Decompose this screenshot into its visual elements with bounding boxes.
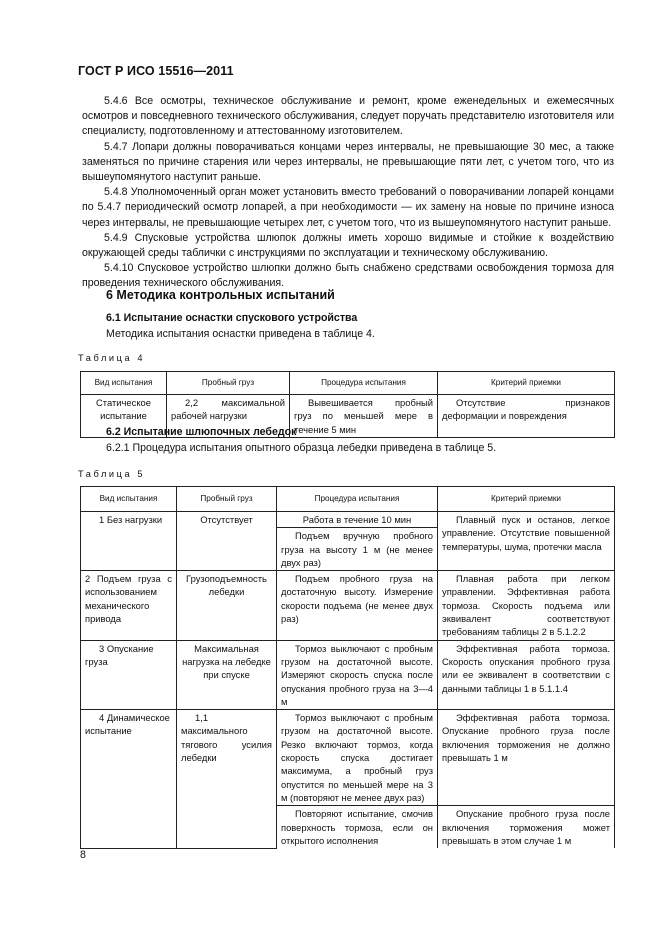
table-5 — [80, 486, 615, 849]
section-6-title: 6 Методика контрольных испытаний — [106, 288, 335, 302]
table-4-caption: Таблица 4 — [78, 353, 146, 363]
table-cell: Отсутствие признаков деформации и повреждения — [438, 395, 615, 438]
document-header: ГОСТ Р ИСО 15516—2011 — [78, 64, 234, 78]
paragraph-5-4-10: 5.4.10 Спусковое устройство шлюпки должно быть снабжено средствами освобождения тормоза для проведения технического обслуживания. — [82, 262, 614, 290]
table-5-header: Критерий приемки — [438, 487, 615, 512]
table-row — [81, 571, 615, 640]
table-5-header: Пробный груз — [177, 487, 277, 512]
paragraph-5-4-8: 5.4.8 Уполномоченный орган может установить вместо требований о поворачивании лопарей концами по 5.4.7 периодический осмотр лопарей, а при необходимости — их замену на новые по причине износа через интервалы, не превышающие четырех лет, с учетом того, что из вышеупомянутого наступит раньше. — [82, 186, 614, 229]
table-cell: Опускание пробного груза после включения торможения может превышать в этом случае 1 м — [438, 806, 615, 848]
table-cell: Вывешивается пробный груз по меньшей мере в течение 5 мин — [290, 395, 438, 438]
table-cell: Максимальная нагрузка на лебедке при спуске — [177, 640, 277, 709]
table-4-header: Пробный груз — [167, 372, 290, 395]
paragraphs-5-4 — [82, 94, 614, 292]
table-cell: 1,1 максимального тягового усилия лебедки — [177, 710, 277, 848]
table-cell: Грузоподъемность лебедки — [177, 571, 277, 640]
table-cell: Подъем вручную пробного груза на высоту 1 м (не менее двух раз) — [277, 528, 438, 571]
table-row — [81, 512, 615, 528]
table-cell: 4 Динамическое испытание — [81, 710, 177, 848]
table-cell: 3 Опускание груза — [81, 640, 177, 709]
table-cell: 2 Подъем груза с использованием механического привода — [81, 571, 177, 640]
table-5-header: Вид испытания — [81, 487, 177, 512]
table-cell: Плавный пуск и останов, легкое управление. Отсутствие повышенной температуры, шума, протечки масла — [438, 512, 615, 571]
paragraph-5-4-9: 5.4.9 Спусковые устройства шлюпок должны иметь хорошо видимые и стойкие к воздействию окружающей среды таблички с инструкциями по эксплуатации и техническому обслуживанию. — [82, 231, 614, 260]
table-cell: Повторяют испытание, смочив поверхность тормоза, если он открытого исполнения — [277, 806, 438, 848]
table-4-header-row — [81, 372, 615, 395]
table-4-header: Вид испытания — [81, 372, 167, 395]
table-4-header: Процедура испытания — [290, 372, 438, 395]
section-6-2-title: 6.2 Испытание шлюпочных лебедок — [106, 426, 297, 438]
table-cell: Подъем пробного груза на достаточную высоту. Измерение скорости подъема (не менее двух раз) — [277, 571, 438, 640]
paragraph-5-4-6: 5.4.6 Все осмотры, техническое обслуживание и ремонт, кроме еженедельных и ежемесячных осмотров и повседневного технического обслуживания, следует поручать представителю изготовителя или специалисту, подготовленному и аттестованному изготовителем. — [82, 95, 614, 138]
section-6-1-text: Методика испытания оснастки приведена в таблице 4. — [106, 328, 375, 340]
table-4-header: Критерий приемки — [438, 372, 615, 395]
table-cell: Эффективная работа тормоза. Опускание пробного груза после включения торможения не должно превышать 1 м — [438, 710, 615, 806]
table-5-header-row — [81, 487, 615, 512]
table-5-caption: Таблица 5 — [78, 469, 146, 479]
table-cell: Тормоз выключают с пробным грузом на достаточной высоте. Резко включают тормоз, когда скорость спуска достигает максимума, а пробный груз опустится по меньшей мере на 3 м (повторяют не менее двух раз) — [277, 710, 438, 806]
table-cell: Работа в течение 10 мин — [277, 512, 438, 528]
section-6-2-1-text: 6.2.1 Процедура испытания опытного образца лебедки приведена в таблице 5. — [106, 442, 497, 454]
table-cell: 2,2 максимальной рабочей нагрузки — [167, 395, 290, 438]
table-cell: 1 Без нагрузки — [81, 512, 177, 571]
table-cell: Плавная работа при легком управлении. Эффективная работа тормоза. Скорость подъема или эквивалент соответствуют требованиям таблицы 2 в 5.1.2.2 — [438, 571, 615, 640]
table-row — [81, 710, 615, 806]
table-cell: Эффективная работа тормоза. Скорость опускания пробного груза или ее эквивалент в соответствии с данными таблицы 1 в 5.1.1.4 — [438, 640, 615, 709]
section-6-1-title: 6.1 Испытание оснастки спускового устройства — [106, 312, 358, 324]
table-cell: Отсутствует — [177, 512, 277, 571]
table-5-header: Процедура испытания — [277, 487, 438, 512]
table-cell: Тормоз выключают с пробным грузом на достаточной высоте. Измеряют скорость спуска после опускания пробного груза на 3—4 м — [277, 640, 438, 709]
paragraph-5-4-7: 5.4.7 Лопари должны поворачиваться концами через интервалы, не превышающие 30 мес, а также заменяться по причине старения или через интервалы, не превышающие пяти лет, с учетом того, что из вышеупомянутого наступит раньше. — [82, 140, 614, 184]
table-row — [81, 640, 615, 709]
page-number: 8 — [80, 849, 86, 861]
table-cell: Статическое испытание — [81, 395, 167, 438]
